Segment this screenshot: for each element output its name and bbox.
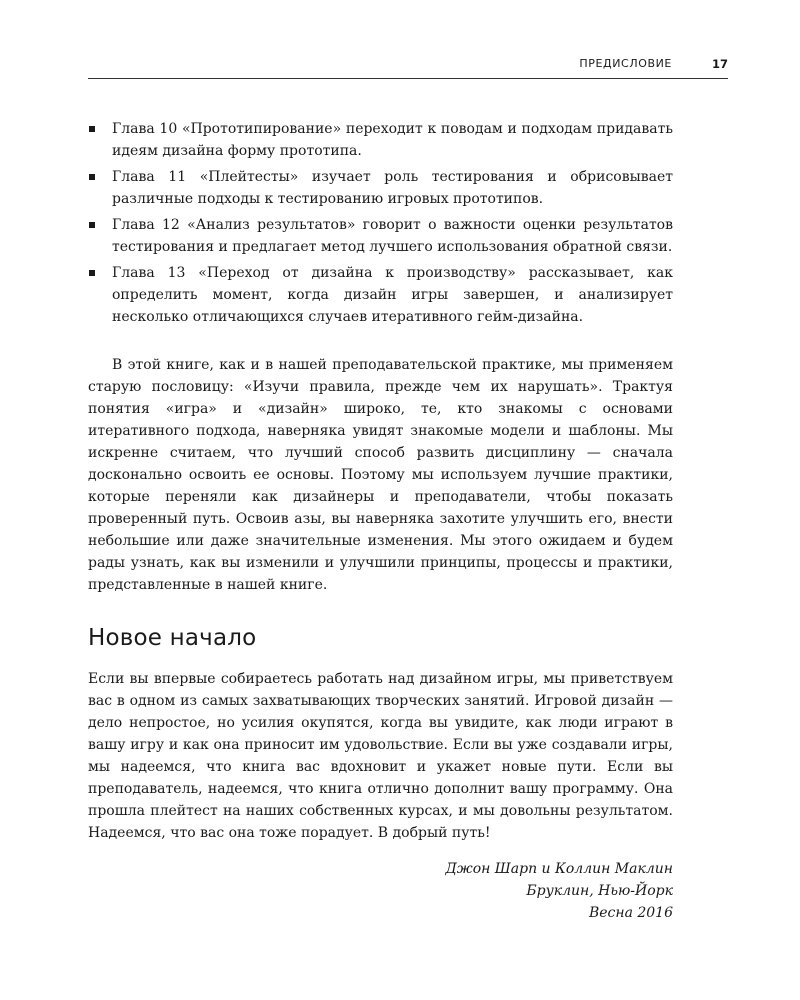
section-paragraph: Если вы впервые собираетесь работать над дизайном игры, мы приветствуем вас в одном из самых захватывающих творческих занятий. Игровой дизайн — дело непростое, но усилия окупятся, когда вы увидите, как люди играют в вашу игру и как она приносит им удовольствие. Если вы уже создавали игры, мы надеемся, что книга вас вдохновит и укажет новые пути. Если вы преподаватель, надеемся, что книга отлично дополнит вашу программу. Она прошла плейтест на наших собственных курсах, и мы довольны результатом. Надеемся, что вас она тоже порадует. В добрый путь! — [88, 671, 673, 841]
section-title: ПРЕДИСЛОВИЕ — [579, 57, 672, 70]
list-item-text: Глава 12 «Анализ результатов» говорит о важности оценки результатов тестирования и предлагает метод лучшего использования обратной связи. — [112, 217, 673, 255]
list-item-text: Глава 13 «Переход от дизайна к производству» рассказывает, как определить момент, когда дизайн игры завершен, и анализирует несколько отличающихся случаев итеративного гейм-дизайна. — [112, 265, 673, 325]
chapter-list — [88, 118, 673, 328]
running-header — [88, 50, 728, 79]
list-item-text: Глава 10 «Прототипирование» переходит к поводам и подходам придавать идеям дизайна форму прототипа. — [112, 121, 673, 159]
signature-place: Бруклин, Нью-Йорк — [526, 883, 673, 899]
square-bullet-icon — [89, 174, 95, 180]
intro-paragraph: В этой книге, как и в нашей преподавательской практике, мы применяем старую пословицу: «Изучи правила, прежде чем их нарушать». Трактуя понятия «игра» и «дизайн» широко, те, кто знакомы с основами итеративного подхода, наверняка увидят знакомые модели и шаблоны. Мы искренне считаем, что лучший способ развить дисциплину — сначала досконально освоить ее основы. Поэтому мы используем лучшие практики, которые переняли как дизайнеры и преподаватели, чтобы показать проверенный путь. Освоив азы, вы наверняка захотите улучшить его, внести небольшие или даже значительные изменения. Мы этого ожидаем и будем рады узнать, как вы изменили и улучшили принципы, процессы и практики, представленные в нашей книге. — [88, 357, 673, 593]
signature-block — [88, 858, 673, 924]
list-item — [88, 166, 673, 210]
list-item — [88, 214, 673, 258]
page-body — [88, 118, 673, 924]
signature-authors: Джон Шарп и Коллин Маклин — [445, 861, 673, 877]
section-heading: Новое начало — [88, 625, 257, 651]
square-bullet-icon — [89, 270, 95, 276]
page-number: 17 — [711, 57, 728, 71]
square-bullet-icon — [89, 222, 95, 228]
list-item — [88, 262, 673, 328]
list-item-text: Глава 11 «Плейтесты» изучает роль тестирования и обрисовывает различные подходы к тестированию игровых прототипов. — [112, 169, 673, 207]
signature-date: Весна 2016 — [588, 905, 673, 921]
square-bullet-icon — [89, 126, 95, 132]
list-item — [88, 118, 673, 162]
